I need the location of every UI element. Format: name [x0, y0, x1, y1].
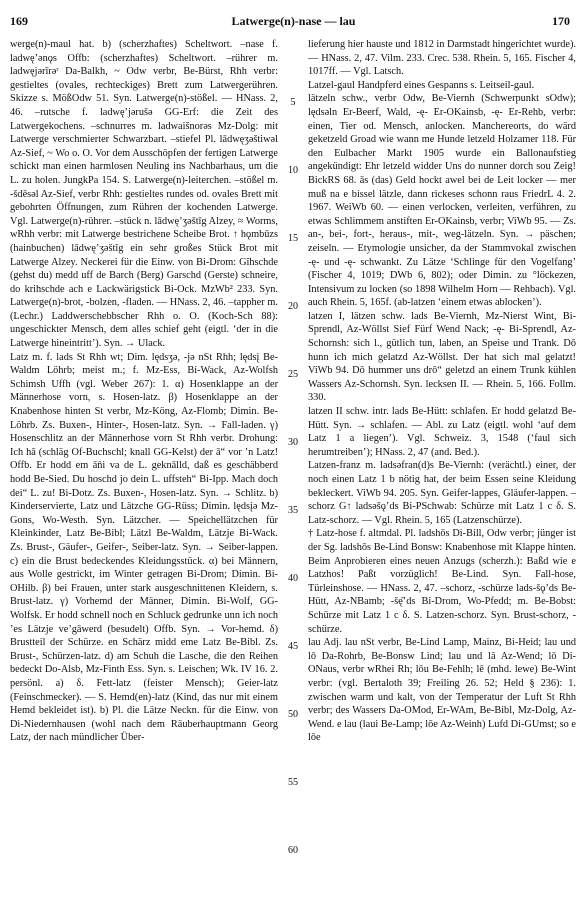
left-column — [10, 38, 278, 898]
line-number-gutter — [281, 38, 305, 898]
entry-latz: Latz m. f. lads St Rhh wt; Dim. lędsʒǝ, -jǝ nSt Rhh; lędsį Be-Waldm Löhrb; meist m.; f. Mz-Ess, Bi-Wack, Az-Wolfsh Schimsh Uffh (vgl. Weber 267): 1. α) Hosenklappe an der Männerhose vorn, s. Hosen-latz. β) Hosenklappe an der Knabenhose hinten St verbr, Mz-Köng, Az-Flomb; Dimin. Be-Löhrb. Zs. Buxen-, Hinter-, Hosen-latz. Syn. → Fall-laden. γ) Hosenschlitz an der Männerhose vorn St Rhh verbr. Drohung: Ich hā (schläg Of-Buchschl; knall GG-Kelst) der ā“ vor ’n Latz! Offb. Er hodd em ān̄i va de L. geknālld, daß es geschäbberd hodd Be-Sied. Du hoschd jo dein L. uffsteh“ Bi-Ipp. Mach doch dei“ L. zu! Bi-Dotz. Zs. Buxen-, Hosen-latz. Syn. → Schlitz. b) Kinderservierte, Latz und Lätzche GG-Rüss; Dimin. lędsįǝ Mz-Gons, Wo-Westh. Syn. Lätzcher. — Speichellätzchen für Kleinkinder, Latz Be-Bibl; Lätzl Be-Waldm, Lätzje Bi-Wack. Zs. Brust-, Gäufer-, Geifer-, Seiber-latz. Syn. → Seiber-lappen. c) ein die Brust bedeckendes Kleidungsstück. α) bei Männern, aus Wolle gestrickt, im Winter getragen Bi-Drom; Dimin. Bi-OHilb. β) bei Frauen, unter stark ausgeschnittenen Kleidern, s. Brust-latz. γ) Vorhemd der Männer, Dimin. Bi-Wolf, GG-Wolfsk. Er hodd schnell noch en Schluck gedrunke unn ich noch ’es Lätzje ve’gāwerd (besudelt) Offb. Syn. → Vor-hemd. δ) Brustteil der Schürze. en Schärz midd eme Latz Be-Bibl. Zs. Brust-, Schürzen-latz. d) am Schuh die Lasche, die den Reihen bedeckt Do-Alsb, Mz-Finth Ess. Syn. s. Leischen; Wk. IV 16. 2. persönl. a) δ. Fett-latz (feister Mensch); Geier-latz (Feinschmecker). — S. Hemd(en)-latz (Kind, das nur mit einem Hemd bekleidet ist). b) Pl. die Lätze Neckn. für die Einw. von Di-Niedernhausen (wohl nach dem Räuberhauptmann Georg Latz, der nach mündlicher Über- — [10, 351, 278, 744]
line-number: 25 — [288, 369, 298, 380]
line-number: 35 — [288, 505, 298, 516]
entry-latz-hose: † Latz-hose f. altmdal. Pl. ladshōs Di-Bill, Odw verbr; jünger ist der Sg. ladshōs Be-Lind Bonsw: Knabenhose mit Klappe hinten. Beim Anprobieren eines neuen Anzugs (scherzh.): Baßd wie e Latzhos! Paßt vorzüglich! Be-Lind. Syn. Fall-hose, Türleinshose. — HNass. 2, 47. –schorz, -schürze lads-šǫʼds Be-Hütt, Az-NBamb; -šę̄ʼds Bi-Drom, Wo-Pfedd; m. Be-Bobst: Schürze mit Latz 1 c δ. S. Latzen-schorz. Syn. Brust-schorz, -schürze. — [308, 528, 576, 635]
entry-latwerge-compounds: werge(n)-maul hat. b) (scherzhaftes) Scheltwort. –nase f. ladwęʼənǫs Offb: (scherzhaftes) Scheltwort. –rührer m. ladwęjǝrīrǝʳ Da-Balkh, ~ Odw verbr, Be-Bürst, Rhh verbr: gestieltes (ovales, rechteckiges) Brett zum Latwergerühren. Skizze s. MößOdw 51. Syn. Latwerge(n)-stößel. — HNass. 2, 46. –rutsche f. ladwęʼjǝrušǝ GG-Erf: die Zeit des Latwergekochens. –schnurres m. ladwaišnorəs Mz-Dolg: mit Latwerge verschmierter Schwarzbart. –stiefel Pl. lādwęʒǝštiwǝl Az-Sief, ~ Wo o. O. Vor dem Ausschöpfen der fertigen Latwerge schickt man einen harmlosen Neuling ins Nachbarhaus, um die L. zu holen. JungkPa 154. S. Latwerge(n)-leiterchen. –stößel m. -šdēsǝl Az-Sief, verbr Rhh: gestieltes rundes od. ovales Brett mit gebohrten Öffnungen, zum Rühren der kochenden Latwerge. Vgl. Latwerge(n)-rührer. –stück n. lādwęʼʒǝštīg Alzey, ≈ Worms, wRhh verbr: mit Latwerge bestrichene Scheibe Brot. ↑ hǫmbūzs (hainbuchen) lādwęʼʒǝštīg ein sehr großes Stück Brot mit Latwerge Alzey. Neckerei für die Einw. von Bi-Drom: Gîhschde (gehst du) medd uff de Barch (Berg) Garschd (Gerste) schneire, do krihschde ach e Lackwärigstick Bi-Ock. MzWb² 233. Syn. Latwerge(n)-brot, -bolzen, -fladen. — HNass. 2, 46. –tappher m. (Lechr.) Laddwerschebbscher Rhh o. O. (Koch-Sch 88): ungeschickter Mensch, dem alles schief geht (eigtl. ‘der in die Latwerge hineintritt’). Syn. → Ulack. — [10, 39, 278, 350]
line-number: 15 — [288, 233, 298, 244]
entry-latzen-franz: Latzen-franz m. ladsǝfran(d)s Be-Viernh: (verächtl.) einer, der noch einen Latz 1 b nötig hat, der beim Essen seine Kleidung bekleckert. ViWb 94. 205. Syn. Geifer-lappes, Gläufer-lappen. –schorz G↑ ladsǝšǫʼds Bi-PSchwab: Schürze mit Latz 1 c δ. S. Latz-schorz. — Vgl. Rhein. 5, 165 (Latzenschürze). — [308, 460, 576, 526]
line-number: 5 — [290, 97, 296, 108]
line-number: 30 — [288, 437, 298, 448]
line-number: 20 — [288, 301, 298, 312]
entry-latzen-1: latzen I, lätzen schw. lads Be-Viernh, Mz-Nierst Wint, Bi-Sprendl, Az-Wöllst Sief Fürf Wend Nack; -ę- Bi-Sprendl, Az-Schornsh: sich l., gütlich tun, laben, an Speise und Trank. Dō hunn ich mich gelatzd Az-Wöllst. Der hat sich mal gelatzt! ViWb 94. Dō hummer uns drō“ geletzd an einem Trunk kühlen Wassers Az-Schornsh. Syn. lecksen II. — Rhein. 5, 166. Follm. 330. — [308, 310, 576, 404]
page-number-right: 170 — [552, 14, 570, 28]
entry-laetzeln: lätzeln schw., verbr Odw, Be-Viernh (Schwerpunkt sOdw); lędsǝln Er-Beerf, Wald, -ę- Er-OKainsb, -ę- Er-Rehb, verbr: einen, Tier od. Mensch, anlocken. Manchereorts, do wärd geketzeld Groad wie wann me Hunde letzeld Holzamer 118. Für den Eulbacher Markt 1905 wurde ein Ballonaufstieg angekündigt: Ehr letzeld widder Uns do nunner dorch sou Zeig! BickRS 68. ās (das) Geld hockt awel bei de Leit locker — mer muß na e bissel lätzle, dann rickeses schonn raus FriedrL 4. 2. 1967. WeiWb 60. — einen verlocken, verleiten, verführen, zu etwas Schlimmem anstiften Er-OKainsb, verbr; ViWb 95. — Zs. an-, bei-, fort-, heraus-, mit-, weg-lätzeln. Syn. → päschen; zeiseln. — Etymologie unsicher, da der Stammvokal zwischen -ę- und -ę- schwankt. Zu Lätze ‘Schlinge für den Vogelfang’ (Fischer 4, 1019; DWb 6, 802); oder Dimin. zu °löckezen, Intensivum zu locken (so 1898 Wilhelm Horn — Rehbach). Vgl. auch Rhein. 5, 165f. (ab-latzen ‘einem etwas ablocken’). — [308, 93, 576, 309]
page-number-left: 169 — [10, 14, 28, 28]
right-column — [308, 38, 576, 898]
entry-latzel-gaul: Latzel-gaul Handpferd eines Gespanns s. Leitseil-gaul. — [308, 79, 535, 91]
line-number: 40 — [288, 573, 298, 584]
page-header — [0, 12, 587, 34]
running-head: Latwerge(n)-nase — lau — [231, 14, 356, 28]
line-number: 55 — [288, 777, 298, 788]
entry-latz-continued: lieferung hier hauste und 1812 in Darmstadt hingerichtet wurde). — HNass. 2, 47. Vilm. 233. Crec. 538. Rhein. 5, 165. Fischer 4, 1017ff. — Vgl. Latsch. — [308, 39, 576, 78]
line-number: 60 — [288, 845, 298, 856]
line-number: 10 — [288, 165, 298, 176]
line-number: 45 — [288, 641, 298, 652]
line-number: 50 — [288, 709, 298, 720]
entry-lau: lau Adj. lau nSt verbr, Be-Lind Lamp, Mainz, Bi-Heid; lau und lō Da-Rohrb, Be-Bonsw Lind; lau und lā Az-Wend; lō Di-ONaus, verbr wRhei Rh; lōu Be-Fehlh; lē (mhd. lewe) Be-Wint verbr: (vgl. Bertaloth 39; Freiling 26. 52; Held § 236): 1. zwischen warm und kalt, von der Temperatur der Luft St Rhh verbr; des Wassers Da-OMod, Er-WAm, Be-Bibl, Mz-Dolg, Az-Wend. e lau (laui Be-Lamp; lōe Az-Weinh) Lufd Di-GUmst; so e lōe — [308, 637, 576, 744]
entry-latzen-2: latzen II schw. intr. lads Be-Hütt: schlafen. Er hodd gelatzd Be-Hütt. Syn. → schlafen. — Abl. zu Latz (eigtl. wohl ‘auf dem Latz 1 a liegen’). Vgl. Schweiz. 3, 1548 (‘faul sich herumtreiben’); HNass. 2, 47 (and. Bed.). — [308, 406, 576, 458]
